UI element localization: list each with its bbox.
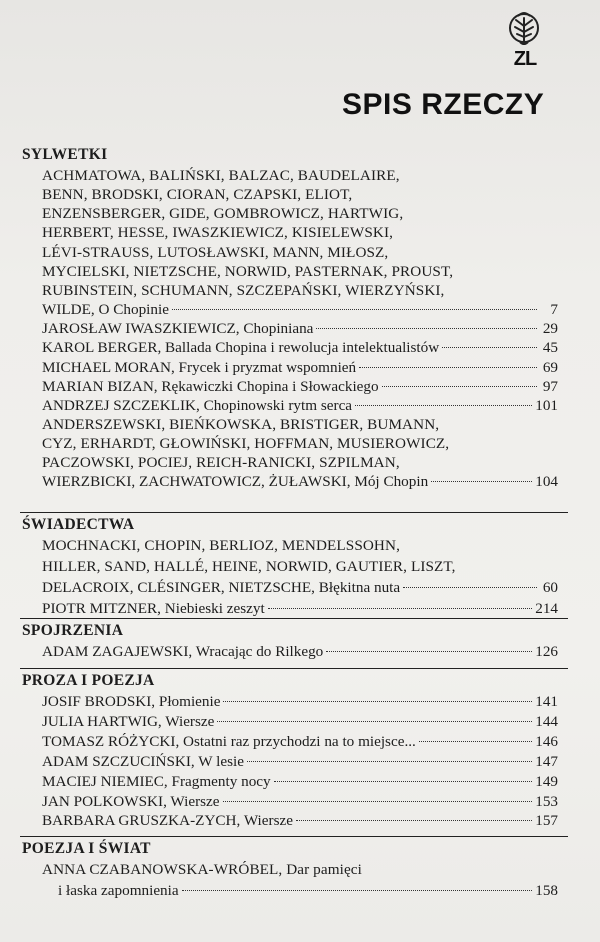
dot-leader bbox=[223, 800, 533, 802]
section-heading: SPOJRZENIA bbox=[22, 622, 124, 639]
section-heading: POEZJA I ŚWIAT bbox=[22, 840, 151, 857]
dot-leader bbox=[182, 889, 533, 891]
publisher-logo bbox=[498, 8, 550, 80]
toc-section bbox=[20, 668, 568, 830]
section-heading: ŚWIADECTWA bbox=[22, 516, 135, 533]
dot-leader bbox=[296, 819, 532, 821]
entry-title: WILDE, O Chopinie bbox=[42, 301, 169, 319]
author-names: RUBINSTEIN, SCHUMANN, SZCZEPAŃSKI, WIERZYŃSKI, bbox=[42, 281, 445, 299]
page-number: 104 bbox=[535, 473, 558, 491]
author-names: PACZOWSKI, POCIEJ, REICH-RANICKI, SZPILMAN, bbox=[42, 454, 400, 472]
toc-author-line bbox=[42, 453, 558, 473]
author-names: LÉVI-STRAUSS, LUTOSŁAWSKI, MANN, MIŁOSZ, bbox=[42, 243, 389, 261]
dot-leader bbox=[403, 586, 537, 588]
dot-leader bbox=[326, 650, 532, 652]
toc-author-line bbox=[42, 166, 558, 186]
toc-entry bbox=[42, 377, 558, 397]
page-number: 101 bbox=[535, 396, 558, 414]
toc-entry bbox=[42, 692, 558, 712]
toc-entry bbox=[42, 752, 558, 772]
entry-title: JULIA HARTWIG, Wiersze bbox=[42, 712, 215, 730]
toc-section bbox=[20, 618, 568, 660]
entry-title: TOMASZ RÓŻYCKI, Ostatni raz przychodzi na to miejsce... bbox=[42, 732, 416, 750]
toc-entry bbox=[42, 599, 558, 619]
page-number: 214 bbox=[535, 600, 558, 617]
page-number: 141 bbox=[535, 693, 558, 710]
entry-title: KAROL BERGER, Ballada Chopina i rewolucja intelektualistów bbox=[42, 339, 440, 357]
page-number: 157 bbox=[535, 812, 558, 830]
entry-title: MARIAN BIZAN, Rękawiczki Chopina i Słowackiego bbox=[42, 377, 379, 395]
entry-title: JOSIF BRODSKI, Płomienie bbox=[42, 693, 221, 710]
toc-entry bbox=[42, 319, 558, 339]
toc-author-line bbox=[42, 415, 558, 435]
entry-title: MACIEJ NIEMIEC, Fragmenty nocy bbox=[42, 772, 271, 790]
dot-leader bbox=[247, 760, 532, 762]
dot-leader bbox=[223, 700, 532, 702]
page-number: 153 bbox=[535, 792, 558, 810]
entry-title: ADAM SZCZUCIŃSKI, W lesie bbox=[42, 752, 244, 770]
entry-title: i łaska zapomnienia bbox=[58, 881, 179, 899]
page-number: 146 bbox=[535, 732, 558, 750]
toc-section bbox=[20, 836, 568, 899]
author-names: ENZENSBERGER, GIDE, GOMBROWICZ, HARTWIG, bbox=[42, 205, 404, 223]
page-number: 45 bbox=[542, 339, 558, 357]
page-number: 158 bbox=[535, 881, 558, 899]
toc-entry bbox=[58, 881, 558, 901]
author-names: HERBERT, HESSE, IWASZKIEWICZ, KISIELEWSKI, bbox=[42, 224, 394, 242]
entry-title: JAROSŁAW IWASZKIEWICZ, Chopiniana bbox=[42, 320, 314, 338]
author-names: MOCHNACKI, CHOPIN, BERLIOZ, MENDELSSOHN, bbox=[42, 537, 400, 554]
dot-leader bbox=[355, 404, 532, 406]
toc-entry bbox=[42, 578, 558, 598]
toc-entry bbox=[42, 792, 558, 812]
page-number: 144 bbox=[535, 712, 558, 730]
toc-entry bbox=[42, 732, 558, 752]
toc-entry bbox=[42, 811, 558, 831]
toc-author-line bbox=[42, 434, 558, 454]
toc-author-line bbox=[42, 204, 558, 224]
toc-author-line bbox=[42, 860, 558, 880]
page-number: 69 bbox=[542, 358, 558, 376]
author-names: ACHMATOWA, BALIŃSKI, BALZAC, BAUDELAIRE, bbox=[42, 167, 400, 184]
entry-title: MICHAEL MORAN, Frycek i pryzmat wspomnień bbox=[42, 358, 357, 376]
page-number: 126 bbox=[535, 643, 558, 660]
page-number: 149 bbox=[535, 772, 558, 790]
entry-title: ADAM ZAGAJEWSKI, Wracając do Rilkego bbox=[42, 643, 324, 660]
toc-author-line bbox=[42, 243, 558, 263]
dot-leader bbox=[268, 607, 533, 609]
page-number: 60 bbox=[542, 579, 558, 596]
dot-leader bbox=[442, 346, 537, 348]
dot-leader bbox=[359, 366, 537, 368]
toc-section bbox=[20, 146, 568, 491]
dot-leader bbox=[316, 327, 537, 329]
page-number: 97 bbox=[542, 377, 558, 395]
toc-section bbox=[20, 512, 568, 617]
section-heading: SYLWETKI bbox=[22, 146, 108, 163]
toc-entry bbox=[42, 396, 558, 416]
entry-title: JAN POLKOWSKI, Wiersze bbox=[42, 792, 220, 810]
entry-title: BARBARA GRUSZKA-ZYCH, Wiersze bbox=[42, 812, 293, 830]
toc-author-line bbox=[42, 536, 558, 556]
dot-leader bbox=[419, 740, 532, 742]
author-names: ANDERSZEWSKI, BIEŃKOWSKA, BRISTIGER, BUMANN, bbox=[42, 415, 440, 433]
toc-entry bbox=[42, 358, 558, 378]
section-heading: PROZA I POEZJA bbox=[22, 672, 155, 689]
toc-entry bbox=[42, 472, 558, 492]
dot-leader bbox=[172, 308, 537, 310]
author-names: ANNA CZABANOWSKA-WRÓBEL, Dar pamięci bbox=[42, 861, 362, 878]
toc-author-line bbox=[42, 281, 558, 301]
toc-entry bbox=[42, 338, 558, 358]
author-names: HILLER, SAND, HALLÉ, HEINE, NORWID, GAUTIER, LISZT, bbox=[42, 558, 456, 575]
dot-leader bbox=[382, 385, 537, 387]
logo-lettering: ZL bbox=[513, 48, 537, 70]
entry-title: PIOTR MITZNER, Niebieski zeszyt bbox=[42, 600, 265, 617]
entry-title: DELACROIX, CLÉSINGER, NIETZSCHE, Błękitna nuta bbox=[42, 579, 401, 596]
toc-author-line bbox=[42, 185, 558, 205]
entry-title: ANDRZEJ SZCZEKLIK, Chopinowski rytm serca bbox=[42, 396, 353, 414]
toc-author-line bbox=[42, 262, 558, 282]
toc-entry bbox=[42, 712, 558, 732]
dot-leader bbox=[217, 720, 532, 722]
author-names: CYZ, ERHARDT, GŁOWIŃSKI, HOFFMAN, MUSIEROWICZ, bbox=[42, 435, 450, 453]
toc-author-line bbox=[42, 557, 558, 577]
page-number: 29 bbox=[542, 320, 558, 338]
toc-entry bbox=[42, 772, 558, 792]
page-title: SPIS RZECZY bbox=[342, 88, 545, 121]
entry-title: WIERZBICKI, ZACHWATOWICZ, ŻUŁAWSKI, Mój Chopin bbox=[42, 473, 429, 491]
dot-leader bbox=[431, 480, 532, 482]
toc-author-line bbox=[42, 223, 558, 243]
toc-entry bbox=[42, 642, 558, 662]
toc-entry bbox=[42, 300, 558, 320]
dot-leader bbox=[274, 780, 533, 782]
page-number: 7 bbox=[550, 301, 558, 319]
author-names: MYCIELSKI, NIETZSCHE, NORWID, PASTERNAK, PROUST, bbox=[42, 262, 454, 280]
author-names: BENN, BRODSKI, CIORAN, CZAPSKI, ELIOT, bbox=[42, 186, 353, 204]
page-number: 147 bbox=[535, 752, 558, 770]
